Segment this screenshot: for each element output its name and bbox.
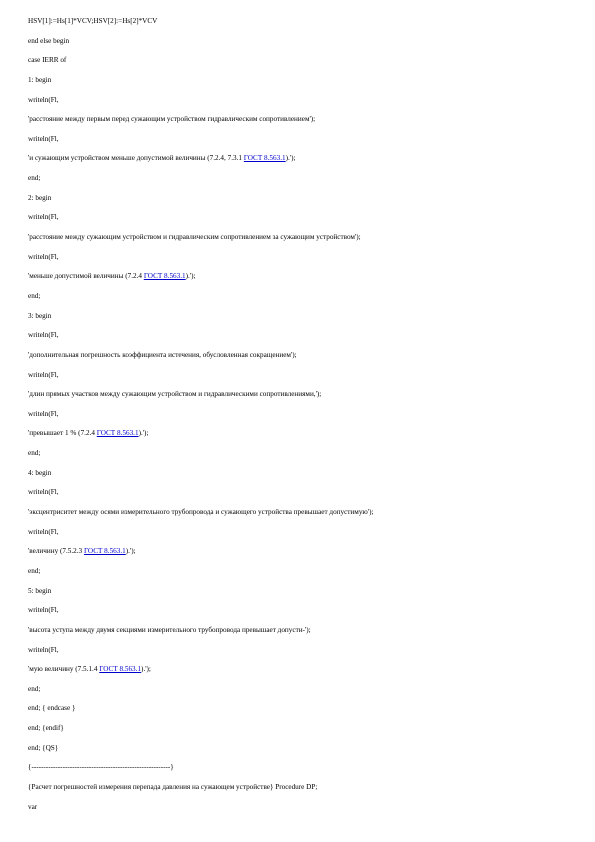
code-line xyxy=(28,213,573,222)
code-line xyxy=(28,272,573,281)
code-line xyxy=(28,469,573,478)
code-line xyxy=(28,488,573,497)
code-line xyxy=(28,135,573,144)
code-text: writeln(Fl, xyxy=(28,645,59,654)
code-line xyxy=(28,567,573,576)
code-line xyxy=(28,763,573,772)
code-text: 'превышает 1 % (7.2.4 xyxy=(28,429,97,438)
code-text: writeln(Fl, xyxy=(28,527,59,536)
code-text: end; xyxy=(28,684,41,693)
code-line xyxy=(28,685,573,694)
code-text: ).'); xyxy=(141,665,151,674)
code-line xyxy=(28,174,573,183)
code-text: 4: begin xyxy=(28,468,52,477)
code-line xyxy=(28,154,573,163)
code-text: writeln(Fl, xyxy=(28,331,59,340)
code-line xyxy=(28,547,573,556)
code-line xyxy=(28,115,573,124)
code-line xyxy=(28,292,573,301)
code-line xyxy=(28,724,573,733)
code-text: 'и сужающим устройством меньше допустимой величины (7.2.4, 7.3.1 xyxy=(28,154,244,163)
code-text: writeln(Fl, xyxy=(28,95,59,104)
code-line xyxy=(28,528,573,537)
code-text: end; xyxy=(28,449,41,458)
code-line xyxy=(28,17,573,26)
code-text: 1: begin xyxy=(28,75,52,84)
code-text: {----------------------------------------------------------} xyxy=(28,763,174,772)
code-line xyxy=(28,351,573,360)
code-text: HSV[1]:=Hs[1]*VCV;HSV[2]:=Hs[2]*VCV xyxy=(28,17,158,25)
code-line xyxy=(28,233,573,242)
code-line xyxy=(28,76,573,85)
code-text: end; xyxy=(28,174,41,183)
code-line xyxy=(28,56,573,65)
code-text: end; xyxy=(28,291,41,300)
code-line xyxy=(28,37,573,46)
code-text: 'высота уступа между двумя секциями измерительного трубопровода превышает допусти-'); xyxy=(28,625,311,634)
code-text: 'расстояние между сужающим устройством и гидравлическим сопротивлением за сужающим устройством'); xyxy=(28,233,361,242)
code-text: writeln(Fl, xyxy=(28,370,59,379)
code-line xyxy=(28,253,573,262)
code-text: end; {endif} xyxy=(28,724,64,733)
gost-reference-link[interactable]: ГОСТ 8.563.1 xyxy=(143,272,186,281)
gost-reference-link[interactable]: ГОСТ 8.563.1 xyxy=(99,665,142,674)
code-line xyxy=(28,96,573,105)
document-body xyxy=(28,17,573,822)
code-text: 'эксцентриситет между осями измерительного трубопровода и сужающего устройства превышает допустимую'); xyxy=(28,508,374,517)
code-text: writeln(Fl, xyxy=(28,606,59,615)
code-text: writeln(Fl, xyxy=(28,134,59,143)
code-text: 'дополнительная погрешность коэффициента истечения, обусловленная сокращением'); xyxy=(28,350,297,359)
code-line xyxy=(28,312,573,321)
code-text: end; { endcase } xyxy=(28,704,76,713)
code-line xyxy=(28,783,573,792)
gost-reference-link[interactable]: ГОСТ 8.563.1 xyxy=(83,547,126,556)
code-text: writeln(Fl, xyxy=(28,488,59,497)
code-text: writeln(Fl, xyxy=(28,252,59,261)
code-text: 'расстояние между первым перед сужающим устройством гидравлическим сопротивлением'); xyxy=(28,115,316,124)
gost-reference-link[interactable]: ГОСТ 8.563.1 xyxy=(96,429,139,438)
code-line xyxy=(28,371,573,380)
code-text: 'величину (7.5.2.3 xyxy=(28,547,84,556)
code-line xyxy=(28,194,573,203)
code-text: case IERR of xyxy=(28,56,67,65)
code-line xyxy=(28,410,573,419)
code-line xyxy=(28,626,573,635)
code-line xyxy=(28,646,573,655)
code-text: 5: begin xyxy=(28,586,52,595)
code-line xyxy=(28,587,573,596)
code-text: ).'); xyxy=(285,154,296,163)
code-line xyxy=(28,665,573,674)
code-text: ).'); xyxy=(185,272,196,281)
code-line xyxy=(28,803,573,812)
code-text: 'длин прямых участков между сужающим устройством и гидравлическими сопротивлениями,'); xyxy=(28,390,322,399)
code-text: ).'); xyxy=(138,429,149,438)
code-text: ).'); xyxy=(125,547,136,556)
code-text: 3: begin xyxy=(28,311,52,320)
code-line xyxy=(28,390,573,399)
code-text: 'меньше допустимой величины (7.2.4 xyxy=(28,272,144,281)
code-text: end else begin xyxy=(28,36,70,45)
code-line xyxy=(28,429,573,438)
code-text: 2: begin xyxy=(28,193,52,202)
code-line xyxy=(28,704,573,713)
code-text: var xyxy=(28,802,38,811)
code-line xyxy=(28,449,573,458)
code-text: writeln(Fl, xyxy=(28,409,59,418)
code-line xyxy=(28,508,573,517)
code-line xyxy=(28,606,573,615)
code-line xyxy=(28,331,573,340)
code-line xyxy=(28,744,573,753)
code-text: {Расчет погрешностей измерения перепада давления на сужающем устройстве} Procedure DP; xyxy=(28,782,318,791)
gost-reference-link[interactable]: ГОСТ 8.563.1 xyxy=(243,154,286,163)
code-text: writeln(Fl, xyxy=(28,213,59,222)
code-text: end; xyxy=(28,566,41,575)
code-text: 'мую величину (7.5.1.4 xyxy=(28,665,100,674)
code-text: end; {QS} xyxy=(28,743,59,752)
